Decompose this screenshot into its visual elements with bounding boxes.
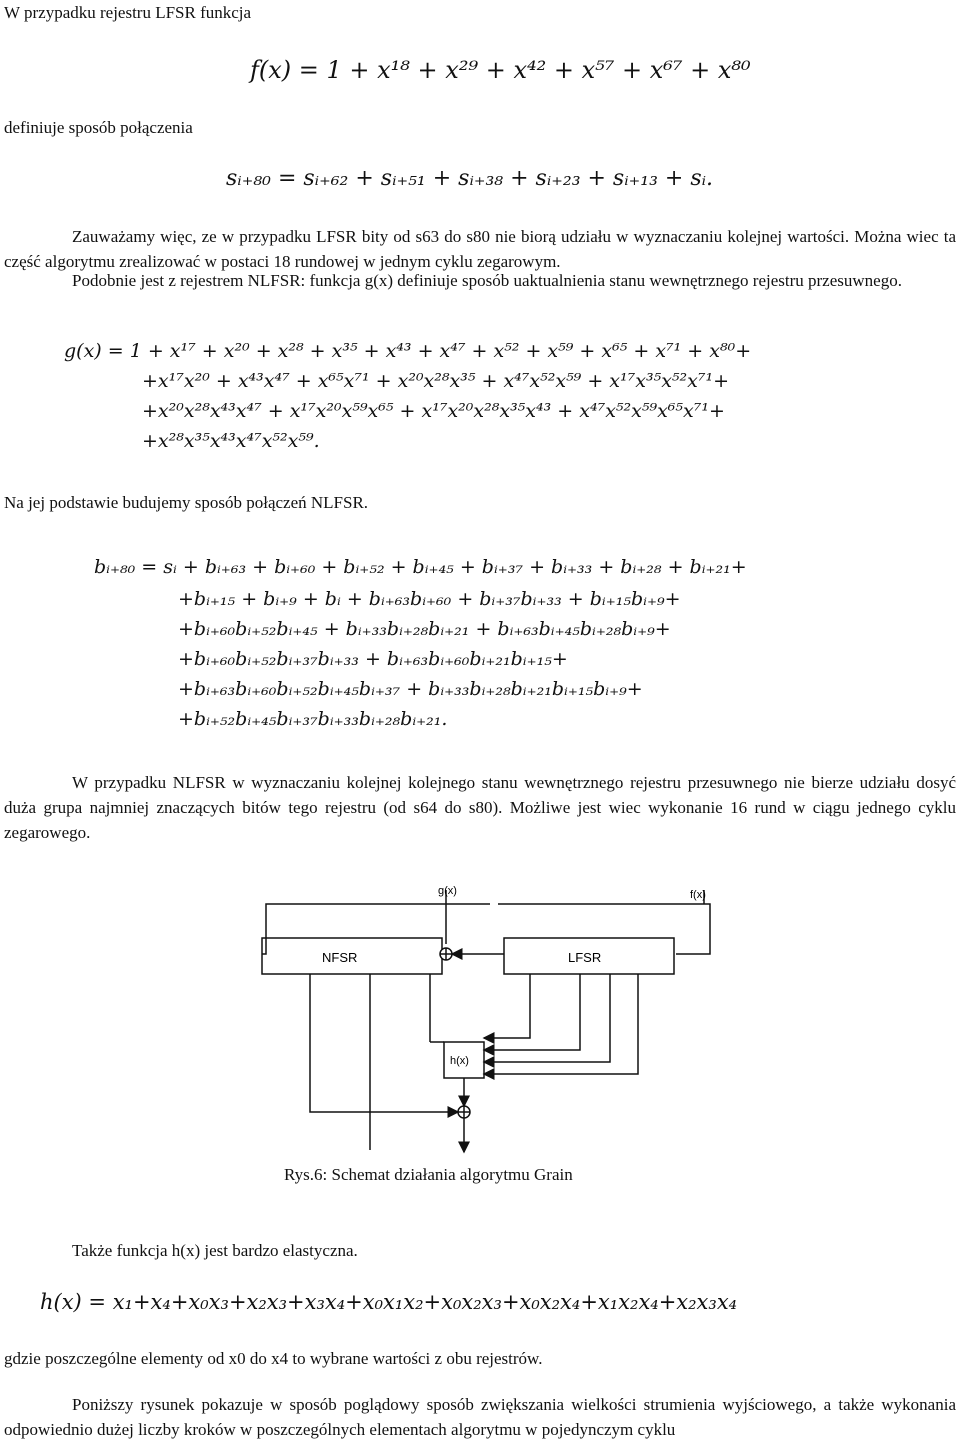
f-label: f(x) bbox=[690, 889, 706, 901]
formula-b-line2: +bᵢ₊₁₅ + bᵢ₊₉ + bᵢ + bᵢ₊₆₃bᵢ₊₆₀ + bᵢ₊₃₇bᵢ₊₃₃ + bᵢ₊₁₅bᵢ₊₉+ bbox=[178, 588, 681, 610]
formula-g-line4: +x²⁸x³⁵x⁴³x⁴⁷x⁵²x⁵⁹. bbox=[142, 430, 320, 452]
g-label: g(x) bbox=[438, 885, 457, 897]
formula-g-line1: g(x) = 1 + x¹⁷ + x²⁰ + x²⁸ + x³⁵ + x⁴³ + x⁴⁷ + x⁵² + x⁵⁹ + x⁶⁵ + x⁷¹ + x⁸⁰+ bbox=[64, 340, 752, 362]
nlfsr-intro-text: Podobnie jest z rejestrem NLFSR: funkcja g(x) definiuje sposób uaktualnienia stanu wewnętrznego rejestru przesuwnego. bbox=[72, 271, 902, 290]
final-paragraph: Poniższy rysunek pokazuje w sposób poglądowy sposób zwiększania wielkości strumienia wyjściowego, a także wykonania odpowiednio dużej liczby kroków w poszczególnych elementach algorytmu w pojedynczym cyklu bbox=[4, 1395, 956, 1439]
intro-text: W przypadku rejestru LFSR funkcja bbox=[4, 3, 252, 22]
nlfsr-build-text: Na jej podstawie budujemy sposób połączeń NLFSR. bbox=[4, 493, 369, 512]
grain-diagram bbox=[250, 880, 720, 1160]
lfsr-label: LFSR bbox=[568, 950, 602, 965]
h-label: h(x) bbox=[450, 1055, 469, 1067]
h-flexible-text: Także funkcja h(x) jest bardzo elastyczna. bbox=[72, 1241, 358, 1260]
definition-text: definiuje sposób połączenia bbox=[4, 118, 193, 137]
formula-g-line3: +x²⁰x²⁸x⁴³x⁴⁷ + x¹⁷x²⁰x⁵⁹x⁶⁵ + x¹⁷x²⁰x²⁸x³⁵x⁴³ + x⁴⁷x⁵²x⁵⁹x⁶⁵x⁷¹+ bbox=[142, 400, 725, 422]
formula-b-line3: +bᵢ₊₆₀bᵢ₊₅₂bᵢ₊₄₅ + bᵢ₊₃₃bᵢ₊₂₈bᵢ₊₂₁ + bᵢ₊₆₃bᵢ₊₄₅bᵢ₊₂₈bᵢ₊₉+ bbox=[178, 618, 671, 640]
formula-f: f(x) = 1 + x¹⁸ + x²⁹ + x⁴² + x⁵⁷ + x⁶⁷ + x⁸⁰ bbox=[250, 56, 751, 84]
nlfsr-rounds-text: W przypadku NLFSR w wyznaczaniu kolejnej kolejnego stanu wewnętrznego rejestru przesuwnego nie bierze udziału dosyć duża grupa najmniej znaczących bitów tego rejestru (od s64 do s80). Możliwe jest wiec wykonanie 16 rund w ciągu jednego cyklu zegarowego. bbox=[4, 773, 956, 842]
formula-b-line4: +bᵢ₊₆₀bᵢ₊₅₂bᵢ₊₃₇bᵢ₊₃₃ + bᵢ₊₆₃bᵢ₊₆₀bᵢ₊₂₁bᵢ₊₁₅+ bbox=[178, 648, 568, 670]
figure-caption: Rys.6: Schemat działania algorytmu Grain bbox=[284, 1165, 573, 1184]
elements-text: gdzie poszczególne elementy od x0 do x4 to wybrane wartości z obu rejestrów. bbox=[4, 1349, 543, 1368]
formula-b-line6: +bᵢ₊₅₂bᵢ₊₄₅bᵢ₊₃₇bᵢ₊₃₃bᵢ₊₂₈bᵢ₊₂₁. bbox=[178, 708, 448, 730]
formula-b-line5: +bᵢ₊₆₃bᵢ₊₆₀bᵢ₊₅₂bᵢ₊₄₅bᵢ₊₃₇ + bᵢ₊₃₃bᵢ₊₂₈bᵢ₊₂₁bᵢ₊₁₅bᵢ₊₉+ bbox=[178, 678, 643, 700]
formula-b-line1: bᵢ₊₈₀ = sᵢ + bᵢ₊₆₃ + bᵢ₊₆₀ + bᵢ₊₅₂ + bᵢ₊₄₅ + bᵢ₊₃₇ + bᵢ₊₃₃ + bᵢ₊₂₈ + bᵢ₊₂₁+ bbox=[94, 556, 747, 578]
formula-g-line2: +x¹⁷x²⁰ + x⁴³x⁴⁷ + x⁶⁵x⁷¹ + x²⁰x²⁸x³⁵ + x⁴⁷x⁵²x⁵⁹ + x¹⁷x³⁵x⁵²x⁷¹+ bbox=[142, 370, 730, 392]
formula-s: sᵢ₊₈₀ = sᵢ₊₆₂ + sᵢ₊₅₁ + sᵢ₊₃₈ + sᵢ₊₂₃ + sᵢ₊₁₃ + sᵢ. bbox=[226, 166, 714, 191]
formula-h: h(x) = x₁+x₄+x₀x₃+x₂x₃+x₃x₄+x₀x₁x₂+x₀x₂x₃+x₀x₂x₄+x₁x₂x₄+x₂x₃x₄ bbox=[40, 1290, 738, 1314]
lfsr-observation-text: Zauważamy więc, ze w przypadku LFSR bity od s63 do s80 nie biorą udziału w wyznaczaniu kolejnej wartości. Można wiec ta część algorytmu zrealizować w postaci 18 rundowej w jednym cyklu zegarowym. bbox=[4, 227, 956, 271]
nfsr-label: NFSR bbox=[322, 950, 358, 965]
